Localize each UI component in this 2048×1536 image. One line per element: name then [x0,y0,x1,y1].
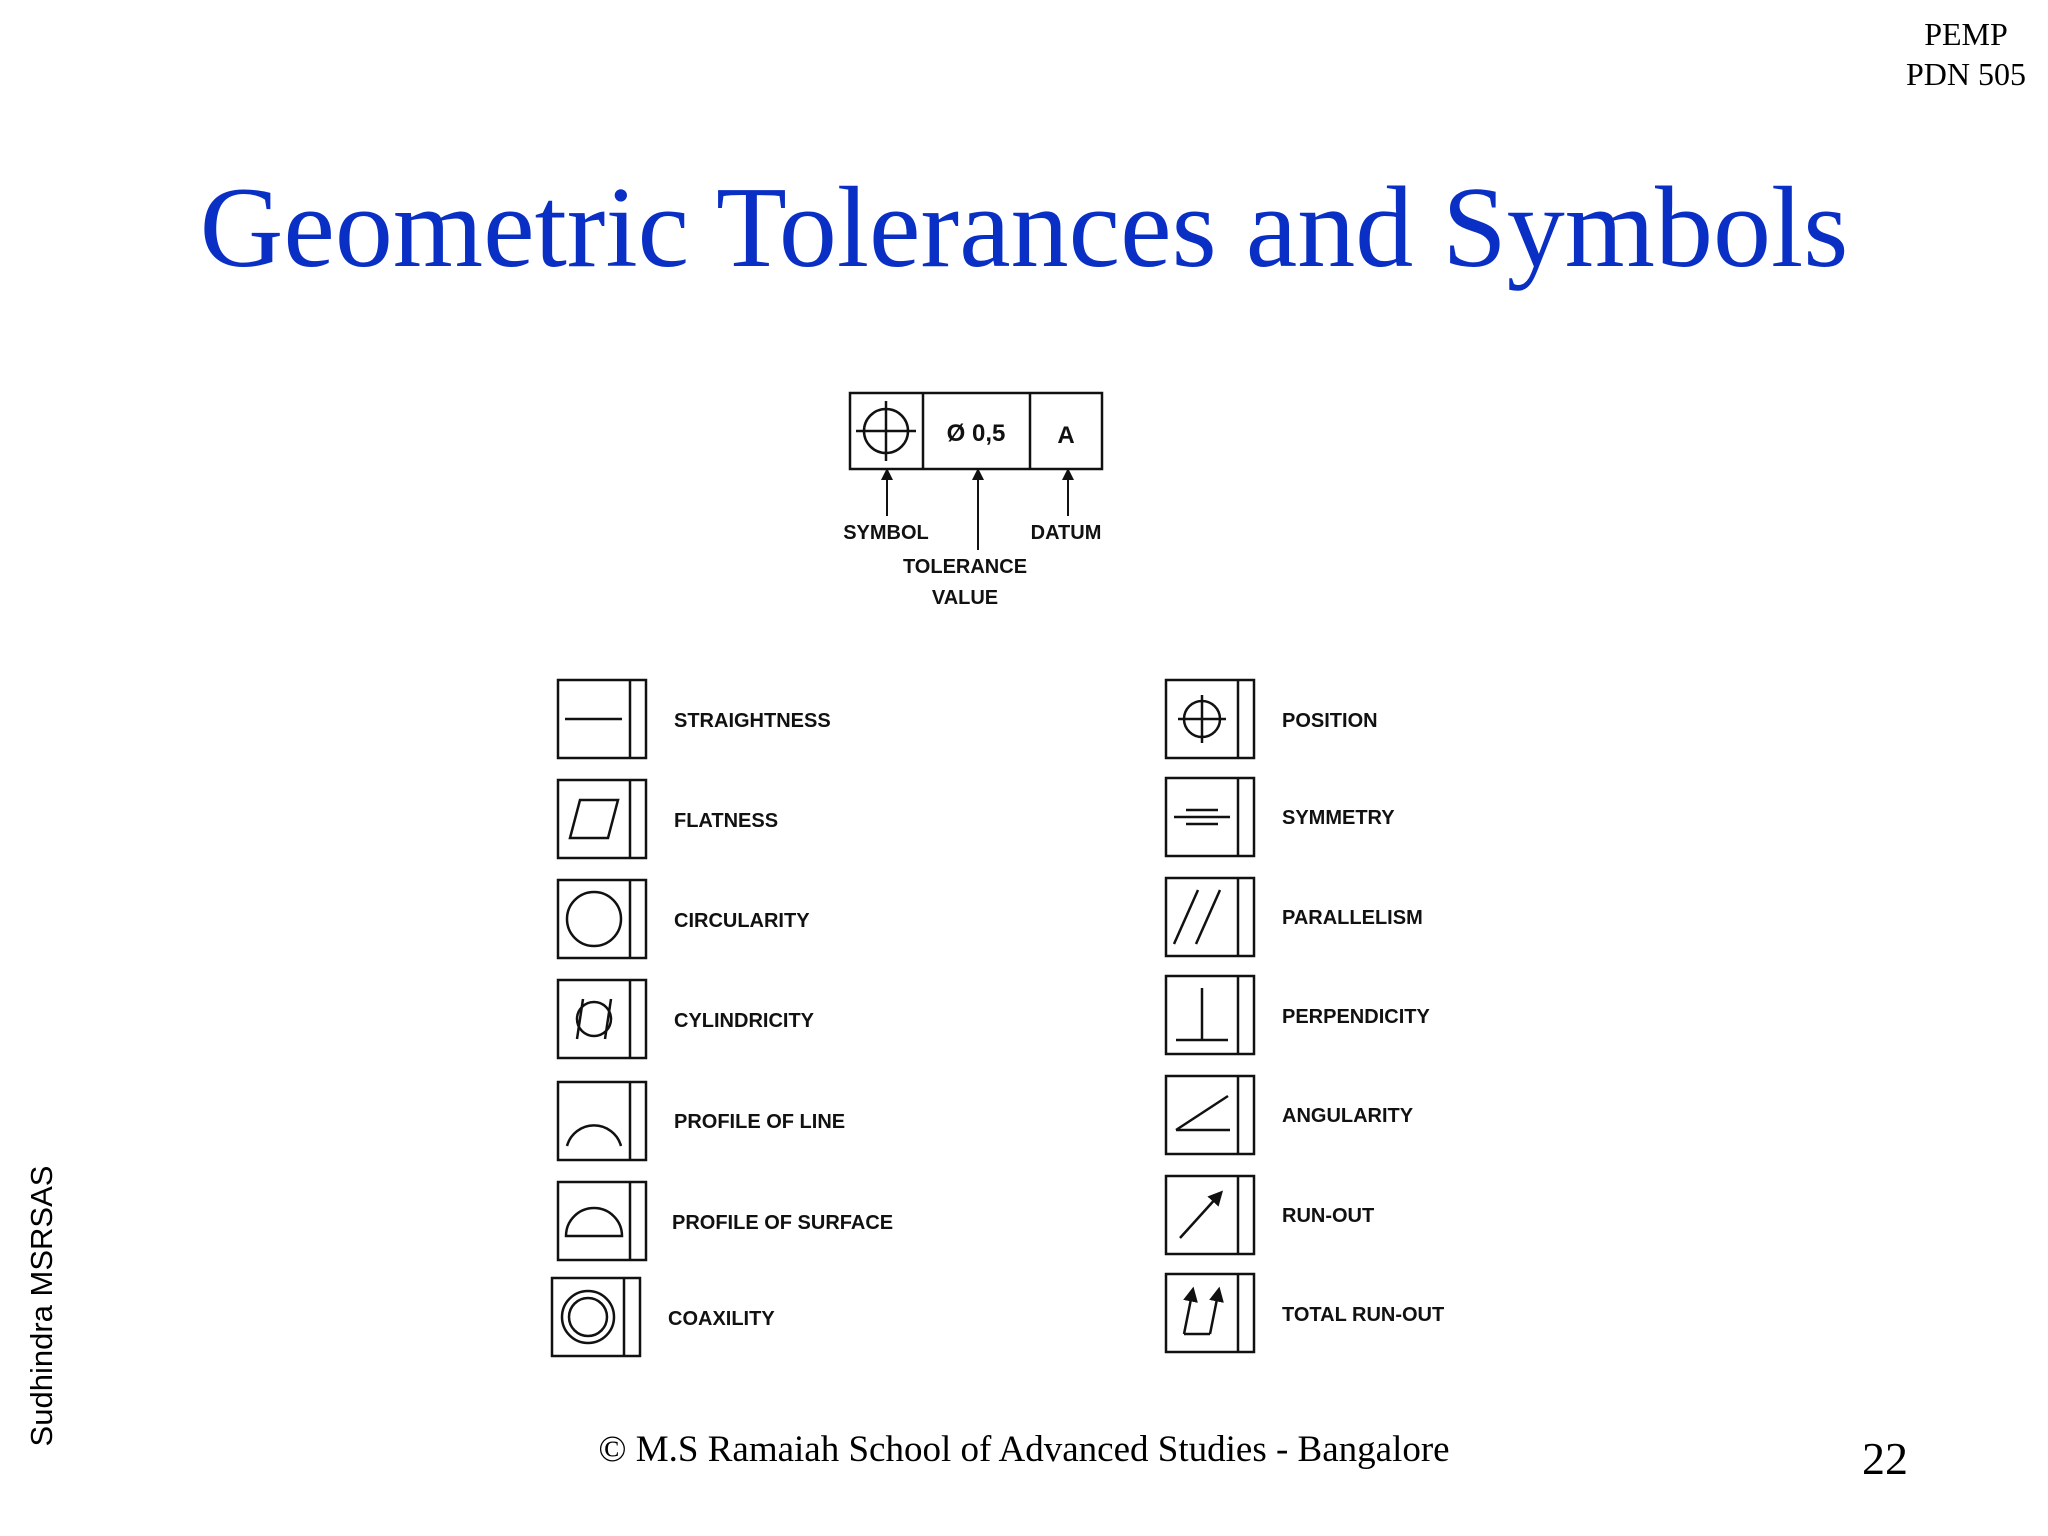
symmetry-symbol [1166,778,1395,856]
coaxility-label: COAXILITY [668,1308,775,1330]
author-vertical-text: Sudhindra MSRSAS [24,1165,59,1447]
frame-label-tolerance: TOLERANCE [902,556,1028,578]
angularity-label: ANGULARITY [1282,1105,1414,1127]
run-out-icon [1180,1196,1218,1238]
straightness-symbol [558,680,831,758]
perpendicity-icon [1176,988,1228,1040]
total-run-out-icon [1184,1294,1218,1334]
run-out-symbol [1166,1176,1374,1254]
page-number: 22 [1862,1433,1908,1484]
frame-label-datum: DATUM [1030,522,1102,544]
circularity-symbol [558,880,810,958]
parallelism-icon [1174,890,1220,944]
flatness-label: FLATNESS [674,810,779,832]
cylindricity-icon [577,999,611,1039]
flatness-symbol [558,780,778,858]
profile-of-line-icon [567,1125,621,1146]
course-line-2: PDN 505 [1905,56,2026,92]
frame-position-icon [856,401,916,461]
angularity-icon [1176,1096,1230,1130]
perpendicity-symbol [1166,976,1430,1054]
coaxility-icon [562,1291,614,1343]
perpendicity-label: PERPENDICITY [1282,1006,1430,1028]
circularity-label: CIRCULARITY [674,910,810,932]
run-out-label: RUN-OUT [1282,1205,1375,1227]
course-line-1: PEMP [1924,16,2008,52]
position-icon [1178,695,1226,743]
angularity-symbol [1166,1076,1414,1154]
parallelism-label: PARALLELISM [1282,907,1423,929]
profile-of-line-symbol [558,1082,845,1160]
footer-copyright: © M.S Ramaiah School of Advanced Studies - Bangalore [598,1429,1450,1470]
symmetry-icon [1174,810,1230,824]
frame-tolerance-value: Ø 0,5 [946,420,1006,447]
profile-of-surface-label: PROFILE OF SURFACE [672,1212,894,1234]
straightness-label: STRAIGHTNESS [674,710,831,732]
cylindricity-label: CYLINDRICITY [674,1010,814,1032]
flatness-icon [570,800,618,838]
slide-title: Geometric Tolerances and Symbols [199,164,1849,292]
total-run-out-label: TOTAL RUN-OUT [1282,1304,1445,1326]
frame-label-value: VALUE [931,587,999,609]
symmetry-label: SYMMETRY [1282,807,1395,829]
position-label: POSITION [1282,710,1378,732]
circularity-icon [567,892,621,946]
coaxility-symbol [552,1278,775,1356]
profile-of-surface-symbol [558,1182,893,1260]
position-symbol [1166,680,1378,758]
parallelism-symbol [1166,878,1423,956]
frame-label-symbol: SYMBOL [843,522,929,544]
profile-of-surface-icon [566,1208,622,1236]
profile-of-line-label: PROFILE OF LINE [674,1111,846,1133]
cylindricity-symbol [558,980,815,1058]
total-run-out-symbol [1166,1274,1444,1352]
frame-datum-letter: A [1057,422,1075,449]
